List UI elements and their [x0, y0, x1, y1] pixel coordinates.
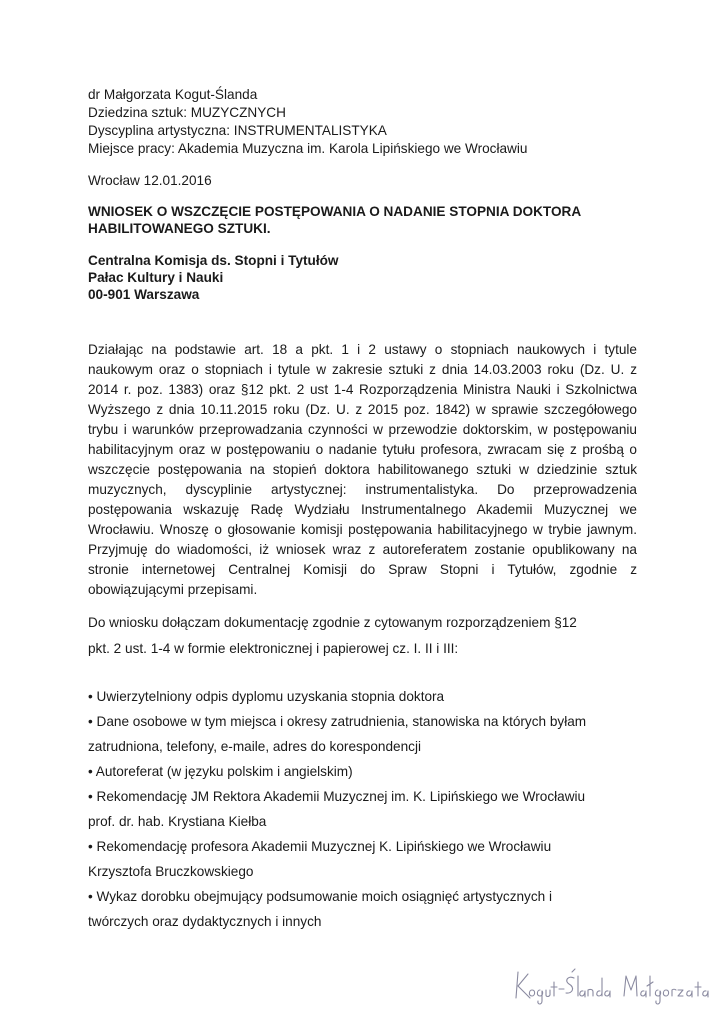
list-item	[88, 834, 658, 884]
list-item-line: prof. dr. hab. Krystiana Kiełba	[88, 814, 267, 829]
list-item-line: • Autoreferat (w języku polskim i angielskim)	[88, 764, 353, 779]
list-item	[88, 759, 658, 784]
document-date: Wrocław 12.01.2016	[88, 173, 212, 188]
attachments-intro-line-1: Do wniosku dołączam dokumentację zgodnie z cytowanym rozporządzeniem §12	[88, 615, 577, 630]
handwritten-signature	[510, 962, 710, 1008]
author-header	[88, 86, 527, 158]
list-item-line: • Dane osobowe w tym miejsca i okresy zatrudnienia, stanowiska na których byłam	[88, 714, 587, 729]
list-item-line: • Rekomendację JM Rektora Akademii Muzycznej im. K. Lipińskiego we Wrocławiu	[88, 789, 586, 804]
artistic-discipline: Dyscyplina artystyczna: INSTRUMENTALISTYKA	[88, 123, 387, 138]
list-item	[88, 709, 658, 759]
body-paragraph: Działając na podstawie art. 18 a pkt. 1 i 2 ustawy o stopniach naukowych i tytule naukowym oraz o stopniach i tytule w zakresie sztuki z dnia 14.03.2003 roku (Dz. U. z 2014 r. poz. 1383) oraz §12 pkt. 2 ust 1-4 Rozporządzenia Ministra Nauki i Szkolnictwa Wyższego z dnia 10.11.2015 roku (Dz. U. z 2015 poz. 1842) w sprawie szczegółowego trybu i warunków przeprowadzania czynności w przewodzie doktorskim, w postępowaniu habilitacyjnym oraz w postępowaniu o nadanie tytułu profesora, zwracam się z prośbą o wszczęcie postępowania na stopień doktora habilitowanego sztuki w dziedzinie sztuk muzycznych, dyscyplinie artystycznej: instrumentalistyka. Do przeprowadzenia postępowania wskazuję Radę Wydziału Instrumentalnego Akademii Muzycznej we Wrocławiu. Wnoszę o głosowanie komisji postępowania habilitacyjnego w trybie jawnym. Przyjmuję do wiadomości, iż wniosek wraz z autoreferatem zostanie opublikowany na stronie internetowej Centralnej Komisji do Spraw Stopni i Tytułów, zgodnie z obowiązującymi przepisami.	[88, 342, 637, 597]
list-item-line: • Wykaz dorobku obejmujący podsumowanie moich osiągnięć artystycznych i	[88, 889, 553, 904]
list-item-line: twórczych oraz dydaktycznych i innych	[88, 914, 322, 929]
title-line-2: HABILITOWANEGO SZTUKI.	[88, 221, 271, 236]
document-title	[88, 203, 648, 237]
author-name: dr Małgorzata Kogut-Ślanda	[88, 87, 258, 102]
list-item-line: zatrudniona, telefony, e-maile, adres do korespondencji	[88, 739, 421, 754]
list-item-line: Krzysztofa Bruczkowskiego	[88, 864, 254, 879]
title-line-1: WNIOSEK O WSZCZĘCIE POSTĘPOWANIA O NADANIE STOPNIA DOKTORA	[88, 204, 582, 219]
attachments-intro-line-2: pkt. 2 ust. 1-4 w formie elektronicznej i papierowej cz. I. II i III:	[88, 641, 459, 656]
field-of-art: Dziedzina sztuk: MUZYCZNYCH	[88, 105, 286, 120]
list-item-line: • Rekomendację profesora Akademii Muzycznej K. Lipińskiego we Wrocławiu	[88, 839, 552, 854]
attachments-intro	[88, 610, 648, 662]
addressee-block	[88, 252, 339, 303]
list-item	[88, 884, 658, 934]
list-item	[88, 784, 658, 834]
attachments-list	[88, 684, 658, 934]
workplace: Miejsce pracy: Akademia Muzyczna im. Karola Lipińskiego we Wrocławiu	[88, 141, 528, 156]
list-item-line: • Uwierzytelniony odpis dyplomu uzyskania stopnia doktora	[88, 689, 445, 704]
addressee-line-1: Centralna Komisja ds. Stopni i Tytułów	[88, 253, 339, 268]
addressee-line-3: 00-901 Warszawa	[88, 287, 200, 302]
addressee-line-2: Pałac Kultury i Nauki	[88, 270, 224, 285]
list-item	[88, 684, 658, 709]
